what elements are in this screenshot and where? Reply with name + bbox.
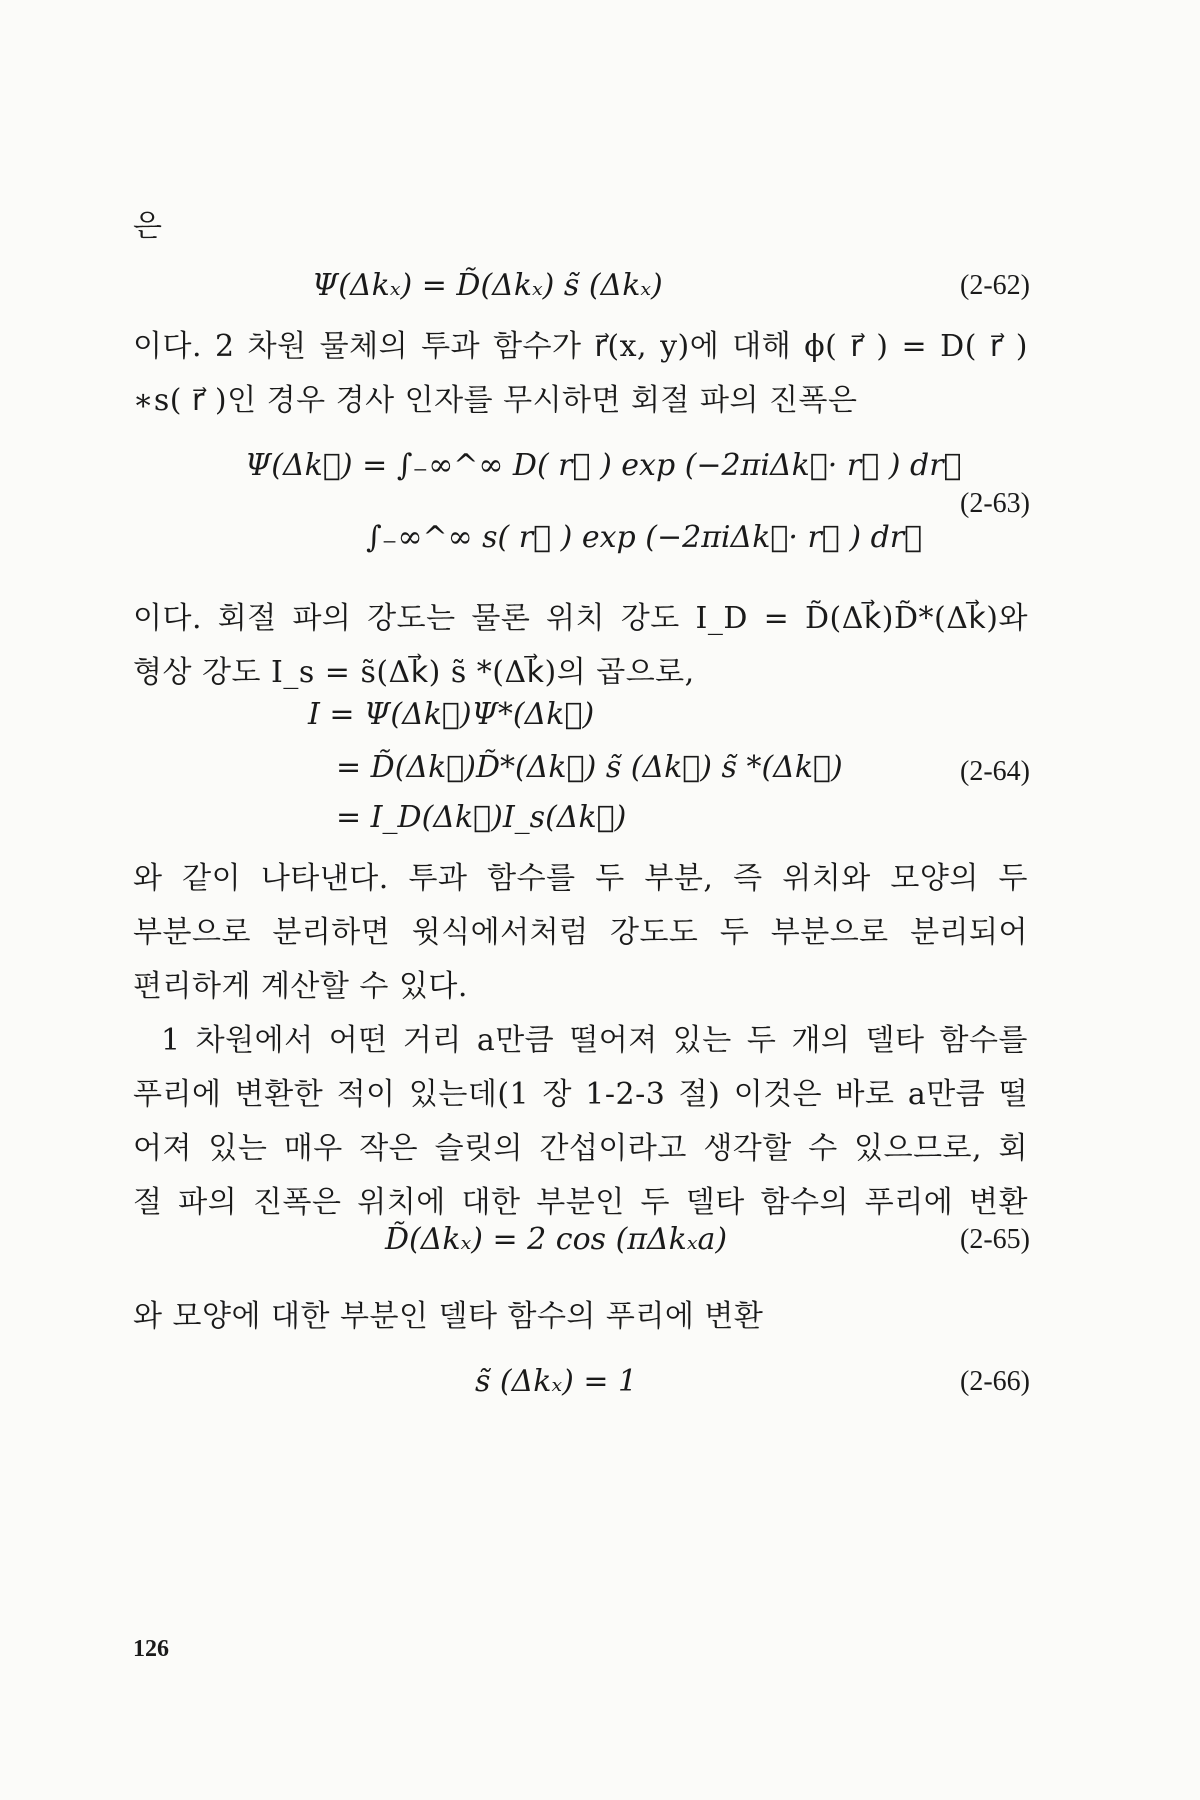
paragraph-line: ∗s( r⃗ )인 경우 경사 인자를 무시하면 회절 파의 진폭은 bbox=[133, 383, 858, 418]
equation-number-2-63: (2-63) bbox=[960, 488, 1030, 519]
page-number: 126 bbox=[133, 1636, 169, 1662]
paragraph-line: 편리하게 계산할 수 있다. bbox=[133, 969, 468, 1004]
paragraph-line: 이다. 2 차원 물체의 투과 함수가 r⃗(x, y)에 대해 ϕ( r⃗ ) = D( r⃗ ) bbox=[133, 329, 1028, 364]
paragraph-5 bbox=[133, 1290, 763, 1344]
equation-number-2-65: (2-65) bbox=[960, 1224, 1030, 1255]
paragraph-line: 1 차원에서 어떤 거리 a만큼 떨어져 있는 두 개의 델타 함수를 bbox=[161, 1023, 1028, 1058]
paragraph-4 bbox=[133, 1014, 1028, 1230]
paragraph-3 bbox=[133, 852, 1028, 1014]
paragraph-line: 이다. 회절 파의 강도는 물론 위치 강도 I_D = D̃(Δk⃗)D̃*(Δk⃗)와 bbox=[133, 601, 1028, 636]
equation-2-64-line-2: = D̃(Δk⃗)D̃*(Δk⃗) s̃ (Δk⃗) s̃ *(Δk⃗) bbox=[336, 750, 843, 785]
equation-2-62: Ψ(Δkₓ) = D̃(Δkₓ) s̃ (Δkₓ) bbox=[312, 268, 663, 303]
paragraph-line: 부분으로 분리하면 윗식에서처럼 강도도 두 부분으로 분리되어 bbox=[133, 915, 1028, 950]
equation-number-2-64: (2-64) bbox=[960, 756, 1030, 787]
text-fragment: 은 bbox=[133, 209, 163, 244]
paragraph-line: 푸리에 변환한 적이 있는데(1 장 1-2-3 절) 이것은 바로 a만큼 떨 bbox=[133, 1077, 1028, 1112]
paragraph-line: 와 모양에 대한 부분인 델타 함수의 푸리에 변환 bbox=[133, 1299, 764, 1334]
equation-2-63-line-2: ∫₋∞^∞ s( r⃗ ) exp (−2πiΔk⃗· r⃗ ) dr⃗ bbox=[366, 520, 923, 555]
equation-2-64-line-3: = I_D(Δk⃗)I_s(Δk⃗) bbox=[336, 800, 627, 835]
equation-2-65: D̃(Δkₓ) = 2 cos (πΔkₓa) bbox=[385, 1222, 728, 1257]
equation-2-64-line-1: I = Ψ(Δk⃗)Ψ*(Δk⃗) bbox=[308, 697, 595, 732]
paragraph-1 bbox=[133, 320, 1028, 428]
equation-number-2-66: (2-66) bbox=[960, 1366, 1030, 1397]
paragraph-line: 어져 있는 매우 작은 슬릿의 간섭이라고 생각할 수 있으므로, 회 bbox=[133, 1131, 1028, 1166]
paragraph-line: 절 파의 진폭은 위치에 대한 부분인 두 델타 함수의 푸리에 변환 bbox=[133, 1185, 1028, 1220]
equation-2-63-line-1: Ψ(Δk⃗) = ∫₋∞^∞ D( r⃗ ) exp (−2πiΔk⃗· r⃗ ) dr⃗ bbox=[245, 448, 962, 483]
paragraph-line: 형상 강도 I_s = s̃(Δk⃗) s̃ *(Δk⃗)의 곱으로, bbox=[133, 655, 695, 690]
paragraph-2 bbox=[133, 592, 1028, 700]
equation-2-66: s̃ (Δkₓ) = 1 bbox=[475, 1364, 638, 1399]
equation-number-2-62: (2-62) bbox=[960, 270, 1030, 301]
paragraph-line: 와 같이 나타낸다. 투과 함수를 두 부분, 즉 위치와 모양의 두 bbox=[133, 861, 1028, 896]
